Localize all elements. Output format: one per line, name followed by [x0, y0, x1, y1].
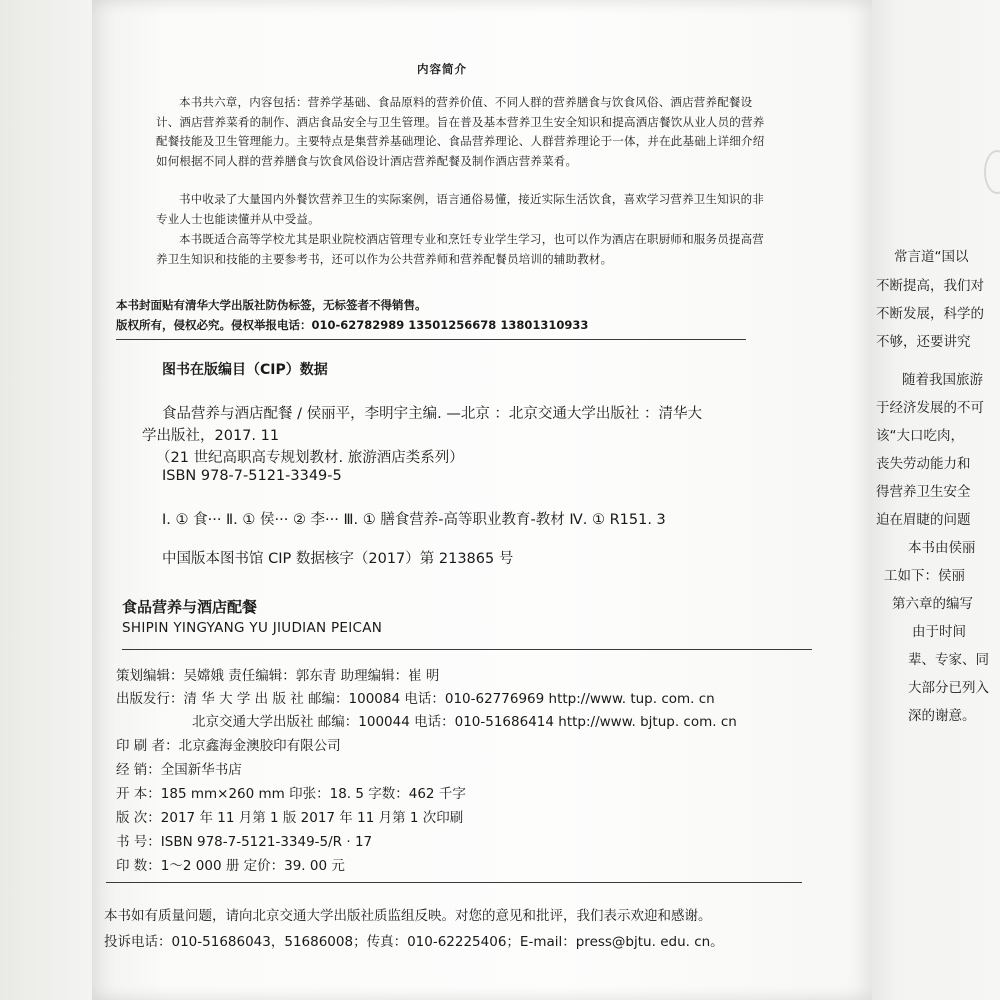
quality-notice: 本书如有质量问题，请向北京交通大学出版社质监组反映。对您的意见和批评，我们表示欢迎和感谢。: [104, 908, 712, 924]
right-page-line: 不断发展，科学的: [876, 306, 984, 322]
right-page-line: 深的谢意。: [908, 708, 976, 724]
book-title-pinyin: SHIPIN YINGYANG YU JIUDIAN PEICAN: [122, 620, 383, 636]
right-page-line: 不断提高，我们对: [876, 278, 984, 294]
intro-heading: 内容简介: [417, 62, 467, 76]
right-page: [872, 0, 1000, 1000]
copyright-notice: 版权所有，侵权必究。侵权举报电话：010-62782989 13501256678 13801310933: [116, 318, 589, 332]
right-page-line: 丧失劳动能力和: [876, 456, 971, 472]
isbn-line: 书 号：ISBN 978-7-5121-3349-5/R · 17: [116, 834, 373, 850]
editors-line: 策划编辑：吴嫦娥 责任编辑：郭东青 助理编辑：崔 明: [116, 668, 440, 684]
book-title: 食品营养与酒店配餐: [122, 598, 258, 616]
cip-line-5: Ⅰ. ① 食··· Ⅱ. ① 侯··· ② 李··· Ⅲ. ① 膳食营养-高等职业教育-教材 Ⅳ. ① R151. 3: [162, 512, 666, 528]
publisher-line-2: 北京交通大学出版社 邮编：100044 电话：010-51686414 http://www. bjtup. com. cn: [192, 714, 737, 730]
divider-line: [106, 882, 802, 883]
decorative-glyph: [984, 150, 1000, 194]
cip-heading: 图书在版编目（CIP）数据: [162, 362, 328, 378]
copyright-page: [92, 0, 872, 1000]
right-page-line: 第六章的编写: [892, 596, 973, 612]
right-page-line: 迫在眉睫的问题: [876, 512, 971, 528]
right-page-line: 大部分已列入: [908, 680, 989, 696]
intro-paragraph-2: 书中收录了大量国内外餐饮营养卫生的实际案例，语言通俗易懂，接近实际生活饮食，喜欢学习营养卫生知识的非专业人士也能读懂并从中受益。: [156, 192, 764, 226]
intro-paragraph-1: 本书共六章，内容包括：营养学基础、食品原料的营养价值、不同人群的营养膳食与饮食风俗、酒店营养配餐设计、酒店营养菜肴的制作、酒店食品安全与卫生管理。旨在普及基本营养卫生安全知识和提高酒店餐饮从业人员的营养配餐技能及卫生管理能力。主要特点是集营养基础理论、食品营养理论、人群营养理论于一体，并在此基础上详细介绍如何根据不同人群的营养膳食与饮食风俗设计酒店营养配餐及制作酒店营养菜肴。: [156, 95, 765, 168]
cip-line-1: 食品营养与酒店配餐 / 侯丽平，李明宇主编. —北京 ：北京交通大学出版社 ：清华大: [162, 406, 703, 422]
right-page-line: 由于时间: [912, 624, 966, 640]
right-page-line: 随着我国旅游: [902, 372, 983, 388]
divider-line: [116, 339, 746, 340]
right-page-line: 常言道“国以: [894, 249, 969, 265]
cip-line-3: （21 世纪高职高专规划教材. 旅游酒店类系列）: [156, 450, 464, 466]
right-page-line: 不够，还要讲究: [876, 334, 971, 350]
intro-paragraph-3: 本书既适合高等学校尤其是职业院校酒店管理专业和烹饪专业学生学习，也可以作为酒店在职厨师和服务员提高营养卫生知识和技能的主要参考书，还可以作为公共营养师和营养配餐员培训的辅助教材。: [156, 232, 764, 266]
publisher-line-1: 出版发行：清 华 大 学 出 版 社 邮编：100084 电话：010-62776969 http://www. tup. com. cn: [116, 691, 715, 707]
divider-line: [122, 649, 812, 650]
right-page-line: 该“大口吃肉，: [876, 428, 964, 444]
contact-line: 投诉电话：010-51686043，51686008；传真：010-62225406；E-mail：press@bjtu. edu. cn。: [104, 934, 724, 950]
format-line: 开 本：185 mm×260 mm 印张：18. 5 字数：462 千字: [116, 786, 466, 802]
right-page-line: 得营养卫生安全: [876, 484, 971, 500]
cip-line-6: 中国版本图书馆 CIP 数据核字（2017）第 213865 号: [162, 551, 514, 567]
print-run-line: 印 数：1～2 000 册 定价：39. 00 元: [116, 858, 345, 874]
right-page-line: 工如下：侯丽: [884, 568, 965, 584]
right-page-line: 于经济发展的不可: [876, 400, 984, 416]
cip-line-2: 学出版社，2017. 11: [142, 428, 280, 444]
right-page-line: 本书由侯丽: [908, 540, 976, 556]
distributor-line: 经 销：全国新华书店: [116, 762, 242, 778]
printer-line: 印 刷 者：北京鑫海金澳胶印有限公司: [116, 738, 341, 754]
cip-line-4: ISBN 978-7-5121-3349-5: [162, 468, 342, 484]
edition-line: 版 次：2017 年 11 月第 1 版 2017 年 11 月第 1 次印刷: [116, 810, 464, 826]
anti-counterfeit-notice: 本书封面贴有清华大学出版社防伪标签，无标签者不得销售。: [116, 298, 427, 312]
left-page-edge: [0, 0, 92, 1000]
right-page-line: 辈、专家、同: [908, 652, 989, 668]
